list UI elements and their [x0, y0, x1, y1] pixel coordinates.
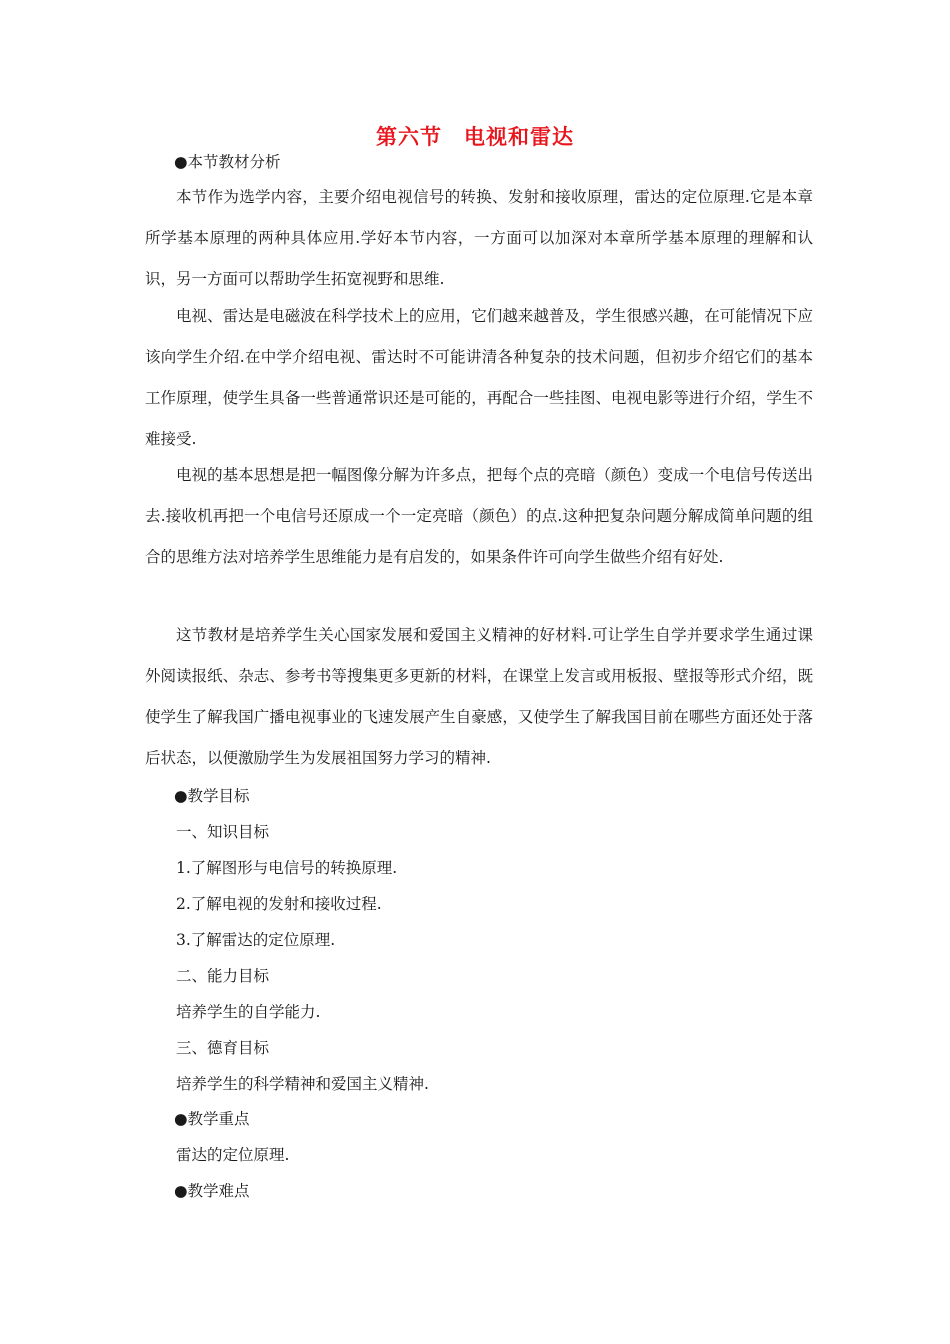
moral-objective-item: 培养学生的科学精神和爱国主义精神.: [176, 1075, 429, 1093]
knowledge-objective-item: 1.了解图形与电信号的转换原理.: [176, 859, 398, 877]
key-point-item: 雷达的定位原理.: [176, 1146, 290, 1164]
section-heading-difficulty: ●教学难点: [174, 1182, 250, 1200]
paragraph-text: 电视、雷达是电磁波在科学技术上的应用，它们越来越普及，学生很感兴趣，在可能情况下应该向学生介绍.在中学介绍电视、雷达时不可能讲清各种复杂的技术问题，但初步介绍它们的基本工作原理，使学生具备一些普通常识还是可能的，再配合一些挂图、电视电影等进行介绍，学生不难接受.: [145, 307, 813, 448]
knowledge-objective-item: 3.了解雷达的定位原理.: [176, 931, 336, 949]
paragraph-text: 本节作为选学内容，主要介绍电视信号的转换、发射和接收原理，雷达的定位原理.它是本章所学基本原理的两种具体应用.学好本节内容，一方面可以加深对本章所学基本原理的理解和认识，另一方面可以帮助学生拓宽视野和思维.: [145, 188, 813, 288]
paragraph-patriotism: [145, 615, 813, 779]
paragraph-tv-principle: [145, 455, 813, 578]
ability-objective-item: 培养学生的自学能力.: [176, 1003, 321, 1021]
paragraph-text: 这节教材是培养学生关心国家发展和爱国主义精神的好材料.可让学生自学并要求学生通过课外阅读报纸、杂志、参考书等搜集更多更新的材料，在课堂上发言或用板报、壁报等形式介绍，既使学生了解我国广播电视事业的飞速发展产生自豪感，又使学生了解我国目前在哪些方面还处于落后状态，以便激励学生为发展祖国努力学习的精神.: [145, 626, 813, 767]
paragraph-applications: [145, 296, 813, 460]
section-heading-key-point: ●教学重点: [174, 1110, 250, 1128]
knowledge-objective-item: 2.了解电视的发射和接收过程.: [176, 895, 382, 913]
paragraph-intro: [145, 177, 813, 300]
paragraph-text: 电视的基本思想是把一幅图像分解为许多点，把每个点的亮暗（颜色）变成一个电信号传送出去.接收机再把一个电信号还原成一个一定亮暗（颜色）的点.这种把复杂问题分解成简单问题的组合的思维方法对培养学生思维能力是有启发的，如果条件许可向学生做些介绍有好处.: [145, 466, 813, 566]
section-heading-analysis: ●本节教材分析: [174, 153, 281, 171]
knowledge-objective-heading: 一、知识目标: [176, 823, 270, 841]
moral-objective-heading: 三、德育目标: [176, 1039, 270, 1057]
ability-objective-heading: 二、能力目标: [176, 967, 270, 985]
page-title: 第六节 电视和雷达: [376, 124, 574, 149]
section-heading-objectives: ●教学目标: [174, 787, 250, 805]
